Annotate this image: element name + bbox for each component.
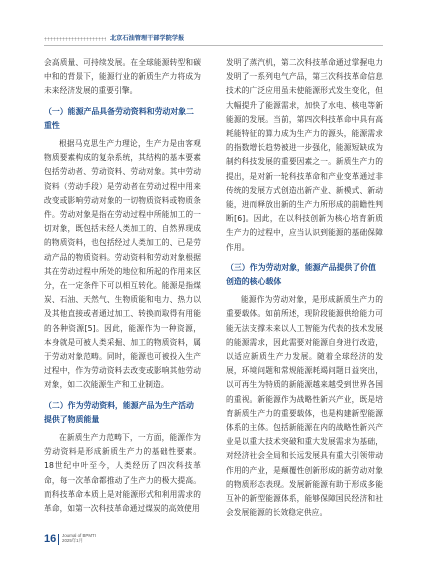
header-rule [44,45,383,46]
section-heading-2: （二）作为劳动资料，能源产品为生产活动提供了物质能量 [44,400,194,424]
page-number: 16 [44,533,57,545]
right-column [226,56,383,521]
section-heading-3: （三）作为劳动对象，能源产品提供了价值创造的核心载体 [226,262,376,287]
section-heading-1: （一）能源产品具备劳动资料和劳动对象二重性 [44,106,194,130]
journal-info [62,533,96,543]
paragraph: 根据马克思生产力理论，生产力是由客观物质要素构成的复杂系统，其结构的基本要素包括劳动者、劳动资料、劳动对象。其中劳动资料（劳动手段）是劳动者在劳动过程中用来改变或影响劳动对象的一切物质资料或物质条件。劳动对象是指在劳动过程中所能加工的一切对象，既包括未经人类加工的、自然界现成的物质资料，也包括经过人类加工的、已是劳动产品的物质资料。劳动资料和劳动对象根据其在劳动过程中所处的地位和所起的作用来区分，在一定条件下可以相互转化。能源是指煤炭、石油、天然气、生物质能和电力、热力以及其他直接或者通过加工、转换而取得有用能的各种资源[5]。因此，能源作为一种资源，本身就是可被人类采掘、加工的物质资料，属于劳动对象范畴。同时，能源也可被投入生产过程中，作为劳动资料去改变或影响其他劳动对象，如二次能源生产和工业制造。 [44,139,201,390]
header-dot-pattern [44,37,106,41]
footer-divider [58,534,59,545]
paragraph-continued: 发明了蒸汽机，第二次科技革命通过掌握电力发明了一系列电气产品，第三次科技革命信息技术的广泛应用虽未使能源形式发生变化，但大幅提升了能源需求，加快了水电、核电等新能源的发展。当前，第四次科技革命中具有高耗能特征的算力成为生产力的源头，能源需求的指数增长趋势被进一步强化，能源短缺成为制约科技发展的重要因素之一。新质生产力的提出，是对新一轮科技革命和产业变革通过非传统的发展方式创造出新产业、新模式、新动能，进而释放出新的生产力所形成的前瞻性判断[6]。因此，在以科技创新为核心培育新质生产力的过程中，应当认识到能源的基础保障作用。 [226,58,383,252]
paragraph-continued: 会高质量、可持续发展。在全球能源转型和碳中和的背景下，能源行业的新质生产力将成为未来经济发展的重要引擎。 [44,58,201,96]
journal-date: 2025年1月 [62,538,83,543]
paragraph: 能源作为劳动对象，是形成新质生产力的重要载体。如前所述，现阶段能源供给能力可能无法支撑未来以人工智能为代表的技术发展的能源需求，因此需要对能源自身进行改造，以适应新质生产力发展。随着全球经济的发展，环境问题和常规能源耗竭问题日益突出，以可再生为特质的新能源越来越受到世界各国的重视。新能源作为战略性新兴产业，既是培育新质生产力的重要载体，也是构建新型能源体系的主体。包括新能源在内的战略性新兴产业是以重大技术突破和重大发展需求为基础，对经济社会全局和长远发展具有重大引领带动作用的产业，是颠覆性创新形成的新劳动对象的物质形态表现。发展新能源有助于形成多能互补的新型能源体系，能够保障国民经济和社会发展能源的长效稳定供应。 [226,295,383,518]
journal-name: Journal of BPMTI [62,533,96,538]
journal-title: 北京石油管理干部学院学报 [110,35,185,42]
paragraph: 在新质生产力范畴下，一方面，能源作为劳动资料是形成新质生产力的基础性要素。18世纪中叶至今，人类经历了四次科技革命，每一次革命都推动了生产力的极大提高。而科技革命本质上是对能源形式和利用需求的革命，如第一次科技革命通过煤炭的高效使用 [44,433,201,514]
left-column [44,56,201,516]
page-footer [44,532,383,552]
running-header [44,34,383,44]
